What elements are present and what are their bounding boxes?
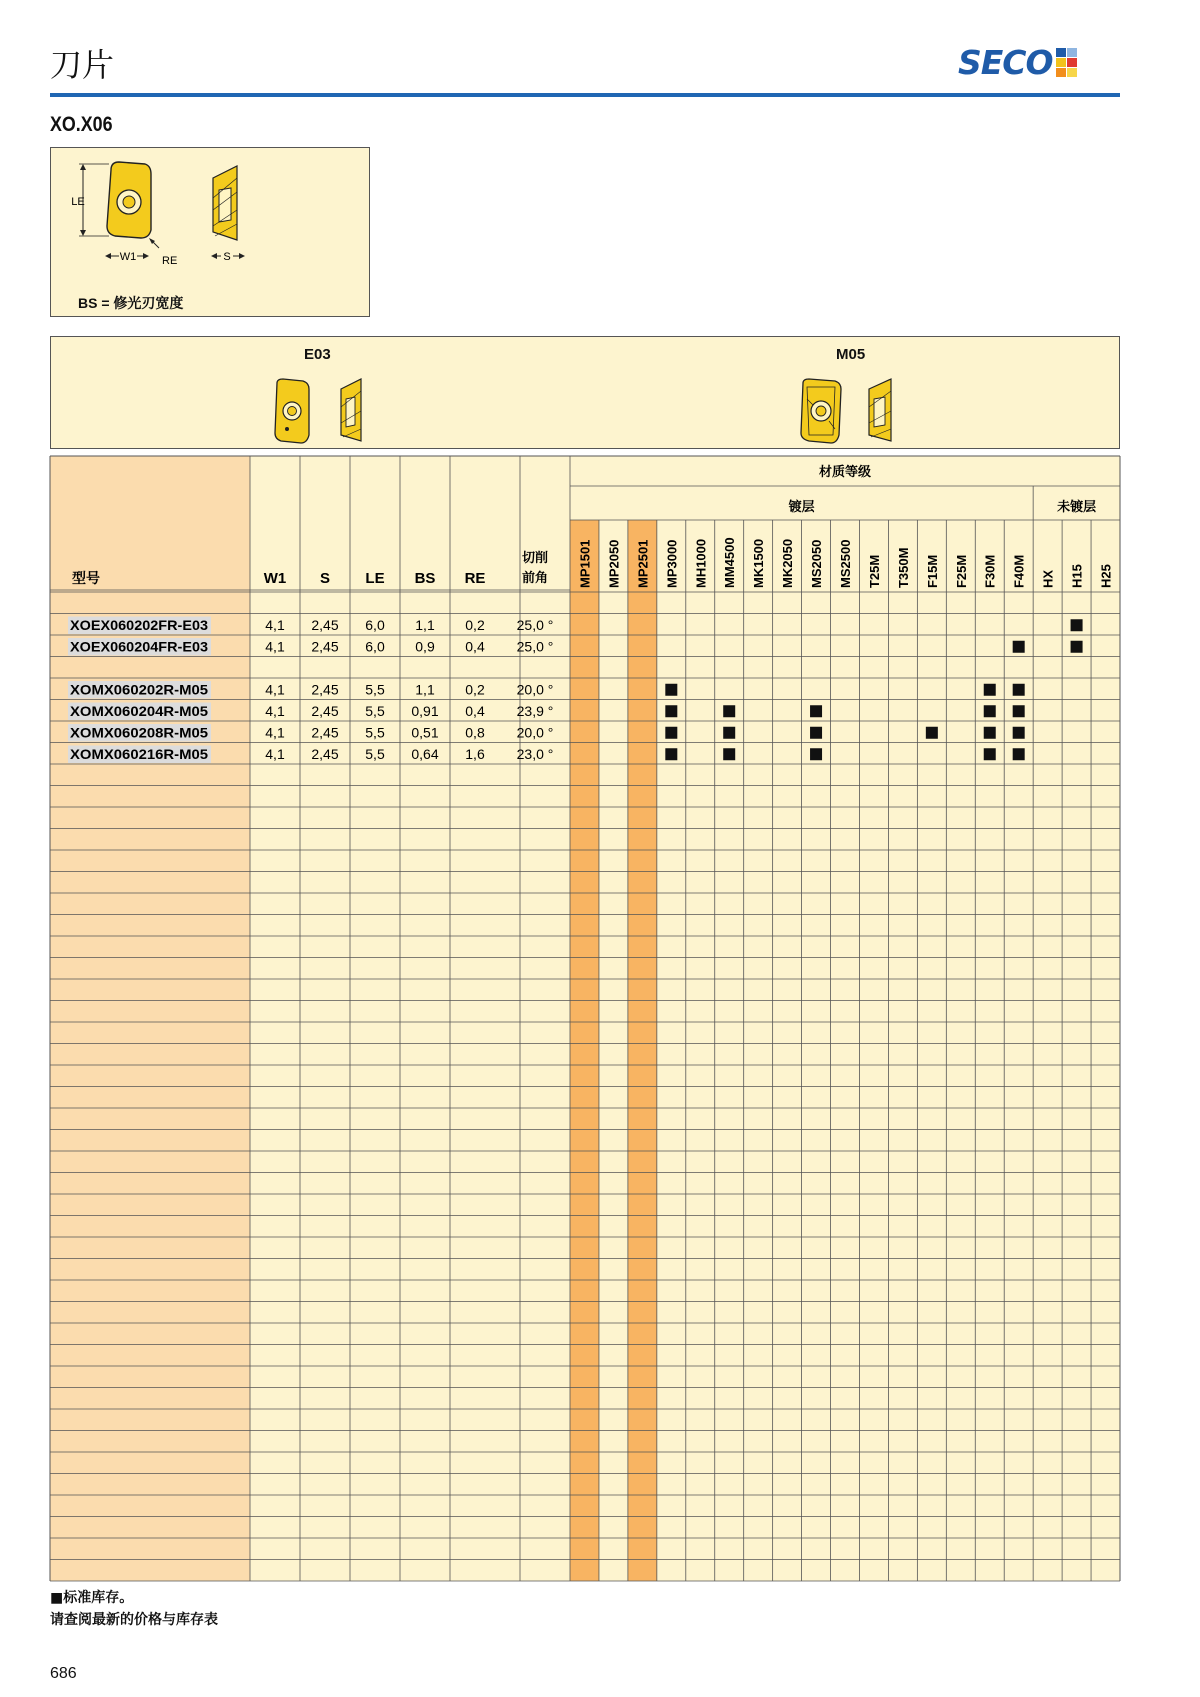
- col-header-re: RE: [464, 570, 486, 587]
- cell-re: 0,2: [465, 681, 485, 698]
- page-title: 刀片: [50, 46, 115, 84]
- cell-re: 0,4: [465, 703, 485, 719]
- designation-cell: XOMX060202R-M05: [70, 681, 209, 698]
- grade-header-f15m: F15M: [924, 554, 940, 588]
- bs-note: BS = 修光刃宽度: [78, 295, 184, 311]
- grade-header-mk1500: MK1500: [751, 538, 767, 588]
- cell-bs: 0,64: [411, 746, 439, 762]
- cell-rake: 25,0 °: [516, 617, 554, 633]
- price-footnote: 请查阅最新的价格与库存表: [50, 1612, 218, 1628]
- cell-bs: 1,1: [415, 617, 435, 633]
- col-header-rake-line1: 切削: [521, 550, 549, 565]
- stock-mark-f30m: [984, 748, 996, 760]
- stock-mark-f40m: [1013, 748, 1025, 760]
- stock-mark-h15: [1071, 641, 1083, 653]
- re-label: RE: [162, 255, 178, 267]
- col-header-s: S: [319, 570, 331, 587]
- cell-s: 2,45: [311, 617, 339, 633]
- grade-header-ms2500: MS2500: [838, 539, 853, 588]
- cell-w1: 4,1: [265, 617, 285, 633]
- uncoated-header: 未镀层: [1057, 499, 1097, 514]
- cell-s: 2,45: [311, 703, 339, 719]
- highlight-column-mp2501: [628, 520, 657, 1581]
- grade-header-mm4500: MM4500: [722, 537, 738, 588]
- grade-header-mh1000: MH1000: [693, 538, 709, 588]
- stock-mark-f30m: [984, 727, 996, 739]
- stock-mark-mm4500: [723, 748, 735, 760]
- cell-bs: 0,91: [411, 703, 439, 719]
- designation-cell: XOEX060202FR-E03: [70, 617, 209, 633]
- cell-re: 1,6: [465, 746, 485, 762]
- geometry-label-m05: M05: [836, 346, 866, 363]
- stock-mark-mp3000: [665, 684, 677, 696]
- geometry-label-e03: E03: [304, 346, 331, 363]
- le-label: LE: [71, 196, 85, 208]
- col-header-bs: BS: [414, 570, 436, 587]
- grade-header-ms2050: MS2050: [809, 539, 825, 588]
- stock-mark-mm4500: [723, 727, 735, 739]
- cell-rake: 20,0 °: [516, 724, 554, 741]
- stock-footnote: ■标准库存。: [50, 1590, 134, 1606]
- stock-mark-mp3000: [665, 727, 677, 739]
- grade-header-hx: HX: [1040, 569, 1056, 588]
- stock-mark-f30m: [984, 705, 996, 717]
- cell-s: 2,45: [311, 681, 339, 698]
- cell-w1: 4,1: [265, 681, 285, 698]
- designation-cell: XOMX060204R-M05: [70, 703, 209, 719]
- col-header-designation: 型号: [72, 570, 100, 586]
- cell-le: 5,5: [365, 724, 385, 741]
- page-number: 686: [50, 1665, 77, 1682]
- cell-s: 2,45: [311, 746, 339, 762]
- stock-mark-f40m: [1013, 705, 1025, 717]
- grade-header-mp2050: MP2050: [606, 539, 622, 588]
- cell-w1: 4,1: [265, 638, 285, 655]
- cell-s: 2,45: [311, 638, 339, 655]
- cell-rake: 25,0 °: [516, 638, 554, 655]
- stock-mark-mm4500: [723, 705, 735, 717]
- grade-header-h15: H15: [1069, 564, 1085, 588]
- col-header-le: LE: [365, 570, 385, 587]
- coated-header: 镀层: [788, 499, 815, 514]
- stock-mark-f40m: [1013, 641, 1025, 653]
- brand-name: SECO: [958, 42, 1053, 82]
- cell-rake: 23,0 °: [516, 746, 554, 762]
- stock-mark-f30m: [984, 684, 996, 696]
- designation-cell: XOMX060208R-M05: [70, 724, 209, 741]
- grade-header-h25: H25: [1098, 564, 1114, 588]
- cell-le: 6,0: [365, 617, 385, 633]
- s-label: S: [223, 251, 231, 263]
- designation-cell: XOEX060204FR-E03: [70, 638, 209, 655]
- cell-w1: 4,1: [265, 703, 285, 719]
- stock-mark-f40m: [1013, 684, 1025, 696]
- stock-mark-f15m: [926, 727, 938, 739]
- cell-le: 5,5: [365, 681, 385, 698]
- col-header-rake-line2: 前角: [521, 570, 549, 585]
- stock-mark-f40m: [1013, 727, 1025, 739]
- cell-le: 5,5: [365, 746, 385, 762]
- cell-s: 2,45: [311, 724, 339, 741]
- highlight-column-mp1501: [570, 520, 599, 1581]
- grade-header-mp1501: MP1501: [577, 539, 593, 588]
- grade-header-t350m: T350M: [895, 547, 911, 588]
- designation-cell: XOMX060216R-M05: [70, 746, 209, 762]
- stock-mark-h15: [1071, 619, 1083, 631]
- w1-label: W1: [119, 251, 137, 263]
- stock-mark-ms2050: [810, 705, 822, 717]
- stock-mark-mp3000: [665, 705, 677, 717]
- grade-header-t25m: T25M: [866, 554, 882, 588]
- cell-bs: 0,9: [415, 638, 435, 655]
- col-header-w1: W1: [263, 570, 287, 587]
- cell-bs: 0,51: [411, 724, 439, 741]
- cell-rake: 20,0 °: [516, 681, 554, 698]
- cell-le: 6,0: [365, 638, 385, 655]
- stock-mark-ms2050: [810, 727, 822, 739]
- cell-w1: 4,1: [265, 746, 285, 762]
- cell-re: 0,2: [465, 617, 485, 633]
- grade-header-f40m: F40M: [1011, 554, 1027, 588]
- grade-header-mp3000: MP3000: [664, 539, 680, 588]
- cell-le: 5,5: [365, 703, 385, 719]
- stock-mark-ms2050: [810, 748, 822, 760]
- grade-header-mk2050: MK2050: [780, 538, 796, 588]
- grade-group-header: 材质等级: [818, 464, 872, 479]
- cell-bs: 1,1: [415, 681, 435, 698]
- series-title: XO.X06: [50, 113, 113, 136]
- cell-w1: 4,1: [265, 724, 285, 741]
- stock-mark-mp3000: [665, 748, 677, 760]
- grade-header-f30m: F30M: [982, 554, 998, 588]
- cell-re: 0,8: [465, 724, 485, 741]
- grade-header-f25m: F25M: [953, 554, 969, 588]
- cell-re: 0,4: [465, 638, 485, 655]
- cell-rake: 23,9 °: [516, 703, 554, 719]
- grade-header-mp2501: MP2501: [635, 539, 651, 588]
